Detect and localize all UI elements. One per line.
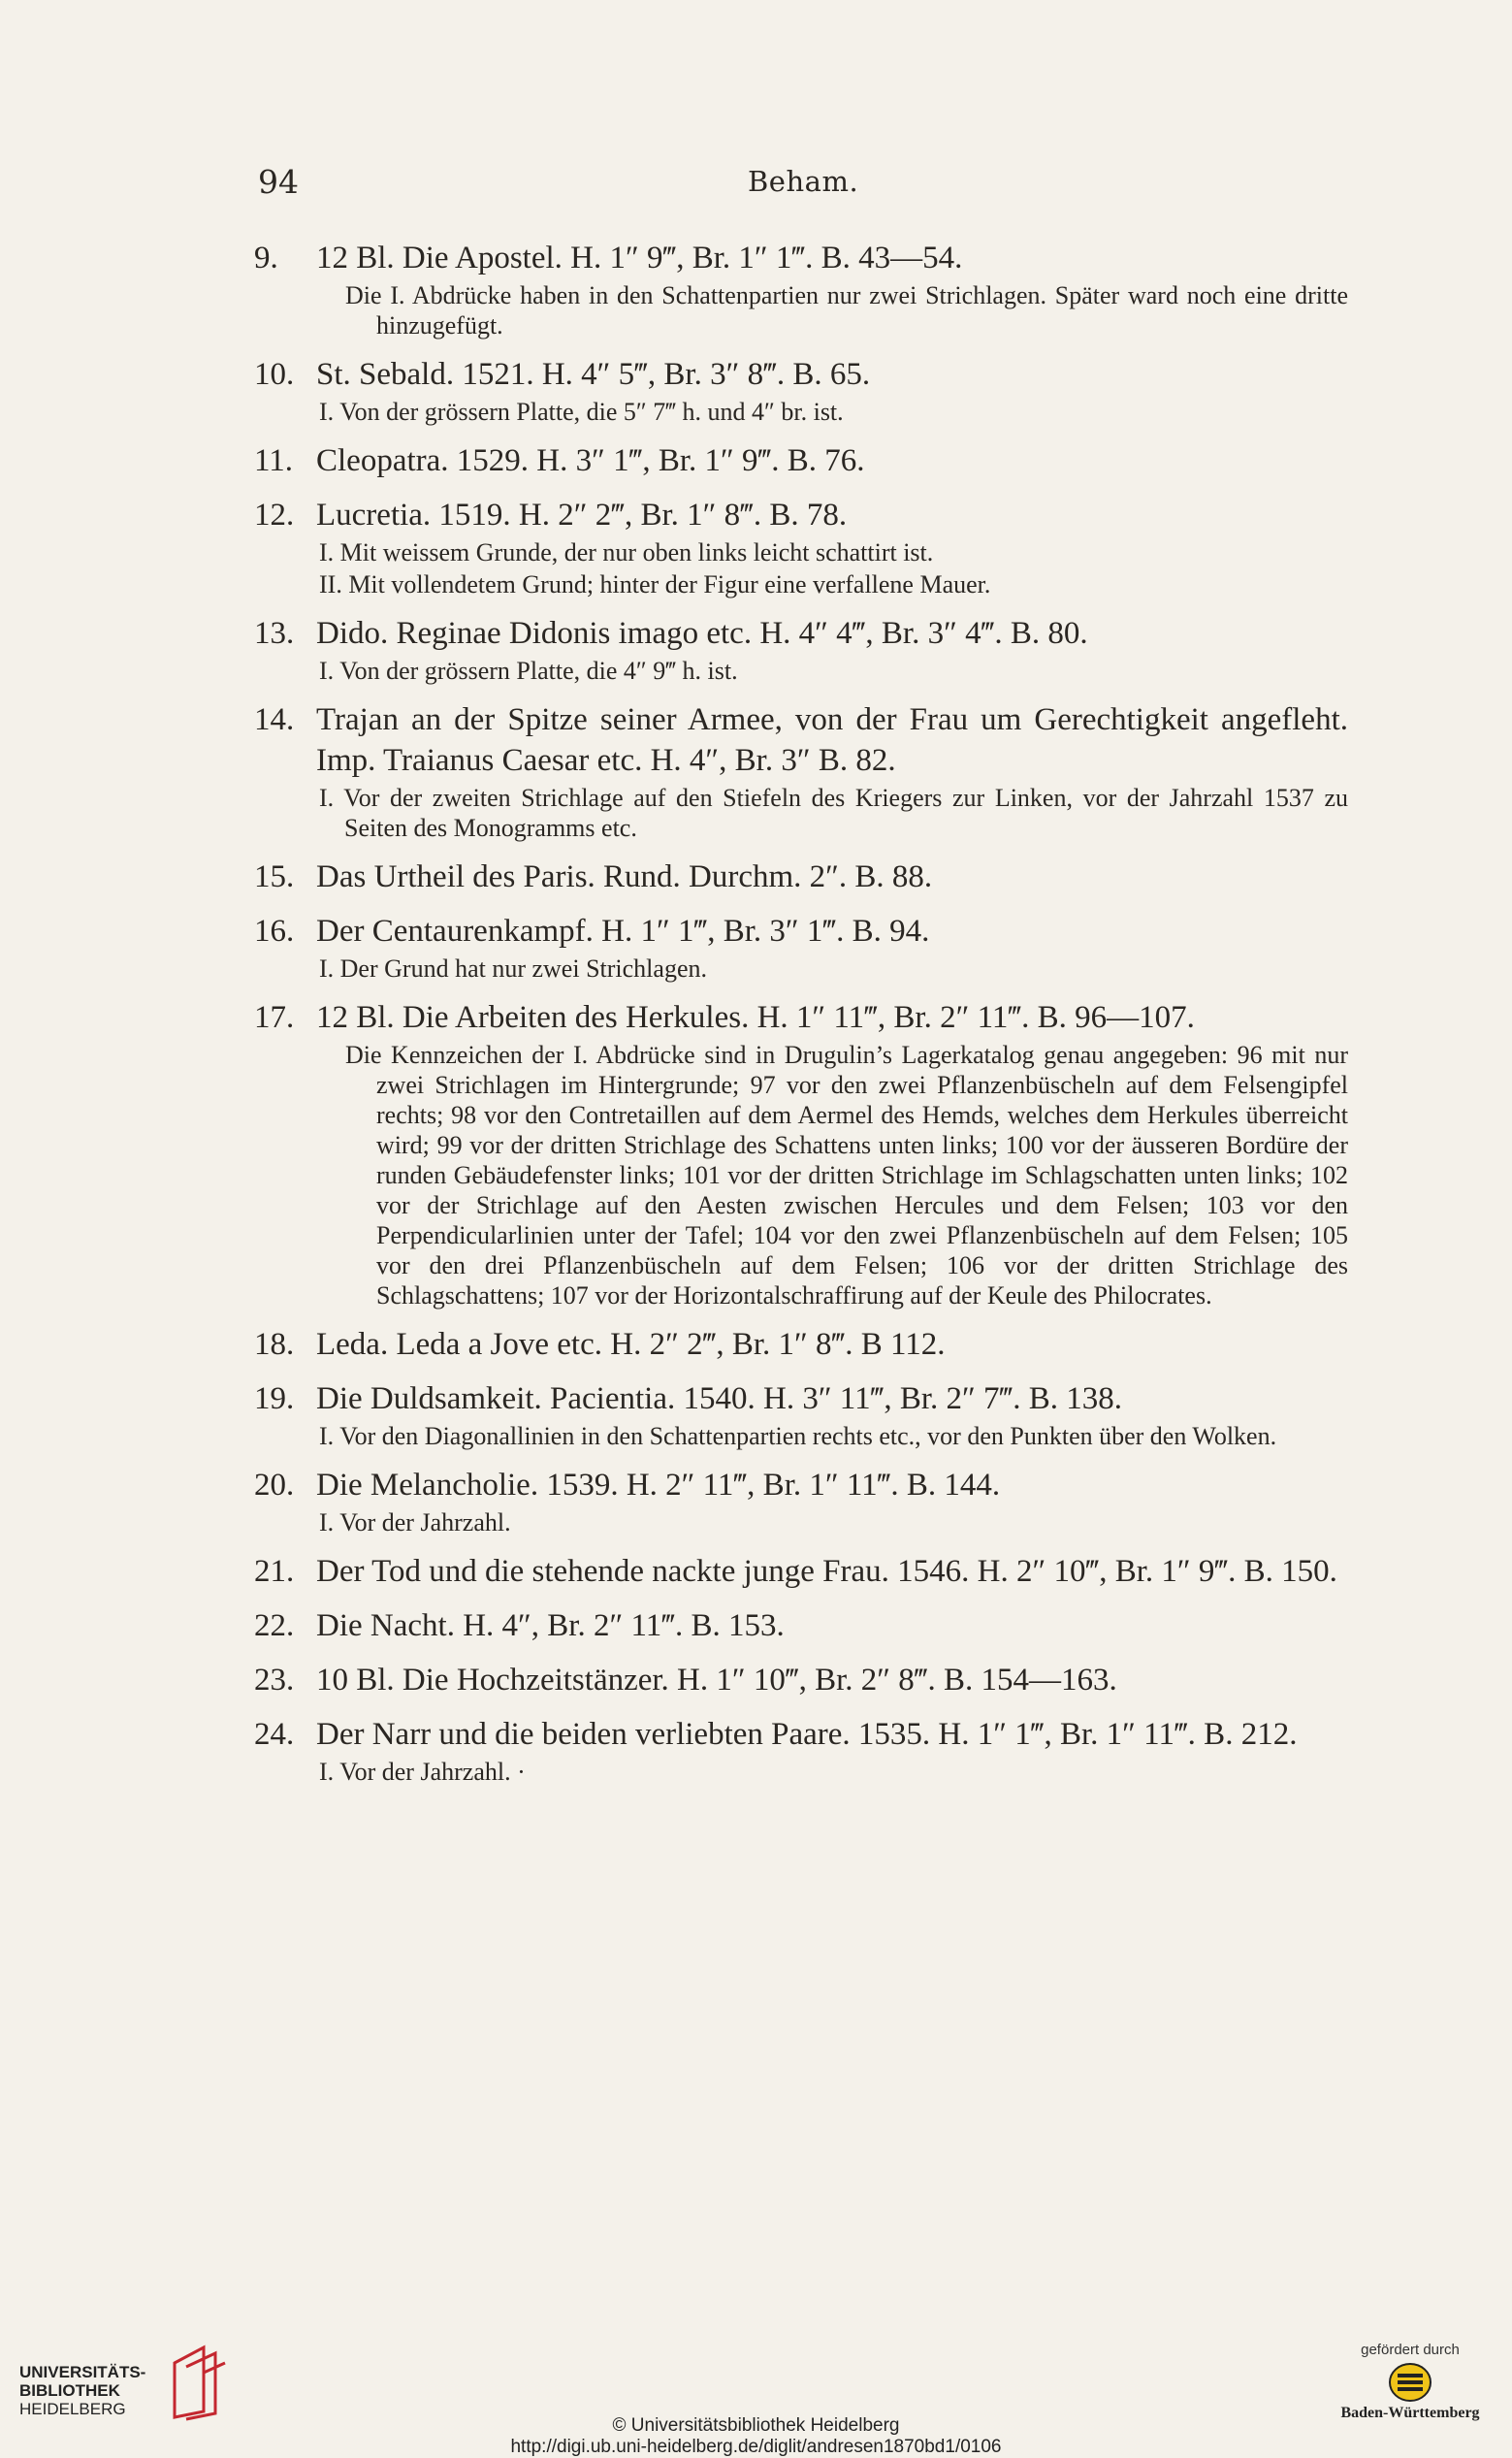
entry-main-line — [254, 440, 1348, 481]
entry-text: 12 Bl. Die Arbeiten des Herkules. H. 1″ 11‴, Br. 2″ 11‴. B. 96—107. — [316, 1000, 1195, 1035]
entry-number: 11. — [254, 443, 294, 478]
entry-number: 16. — [254, 914, 295, 949]
entry-text: Die Duldsamkeit. Pacientia. 1540. H. 3″ 11‴, Br. 2″ 7‴. B. 138. — [316, 1381, 1123, 1416]
entry-note: I. Vor der zweiten Strichlage auf den Stiefeln des Kriegers zur Linken, vor der Jahrzahl 1537 zu Seiten des Monogramms etc. — [319, 784, 1348, 842]
library-mark-icon — [165, 2344, 233, 2421]
entry-main-line — [254, 857, 1348, 897]
catalogue-entry — [254, 1378, 1348, 1451]
entry-spacer — [254, 1310, 1348, 1324]
entry-spacer — [254, 1787, 1348, 1800]
entry-note: I. Von der grössern Platte, die 5″ 7‴ h. und 4″ br. ist. — [319, 398, 844, 426]
entry-number: 10. — [254, 357, 295, 392]
catalogue-entry — [254, 1465, 1348, 1537]
catalogue-entry — [254, 613, 1348, 686]
sponsor-block — [1328, 2342, 1493, 2422]
catalogue-entry — [254, 1605, 1348, 1646]
catalogue-entry — [254, 1324, 1348, 1365]
library-name-line3: HEIDELBERG — [19, 2400, 126, 2418]
catalogue-entry — [254, 440, 1348, 481]
page-header — [258, 163, 1344, 211]
entry-number: 20. — [254, 1468, 295, 1503]
entry-number: 17. — [254, 1000, 295, 1035]
entry-number: 19. — [254, 1381, 295, 1416]
entry-main-line — [254, 1465, 1348, 1505]
catalogue-entry — [254, 997, 1348, 1310]
entry-main-line — [254, 1378, 1348, 1419]
entry-number: 22. — [254, 1608, 295, 1643]
copyright-notice: © Universitätsbibliothek Heidelberg — [612, 2415, 900, 2436]
entry-number: 23. — [254, 1663, 295, 1698]
entry-main-line — [254, 1660, 1348, 1700]
library-name-line2: BIBLIOTHEK — [19, 2381, 120, 2400]
entry-spacer — [254, 340, 1348, 354]
entry-main-line — [254, 238, 1348, 278]
entry-main-line — [254, 613, 1348, 654]
entry-main-line — [254, 699, 1348, 781]
entry-spacer — [254, 843, 1348, 857]
entry-number: 21. — [254, 1554, 295, 1589]
entry-main-line — [254, 495, 1348, 535]
entry-note: I. Von der grössern Platte, die 4″ 9‴ h. ist. — [319, 657, 738, 685]
entry-main-line — [254, 1714, 1348, 1755]
entry-note: I. Der Grund hat nur zwei Strichlagen. — [319, 954, 707, 983]
source-url[interactable]: http://digi.ub.uni-heidelberg.de/diglit/andresen1870bd1/0106 — [510, 2437, 1002, 2457]
entry-note: I. Vor der Jahrzahl. · — [319, 1758, 526, 1786]
entry-note: I. Vor den Diagonallinien in den Schattenpartien rechts etc., vor den Punkten über den Wolken. — [319, 1422, 1277, 1450]
entry-text: Der Tod und die stehende nackte junge Frau. 1546. H. 2″ 10‴, Br. 1″ 9‴. B. 150. — [316, 1554, 1337, 1589]
sponsor-label: gefördert durch — [1361, 2342, 1460, 2358]
entry-text: Das Urtheil des Paris. Rund. Durchm. 2″. B. 88. — [316, 859, 933, 894]
entry-text: Die Melancholie. 1539. H. 2″ 11‴, Br. 1″ 11‴. B. 144. — [316, 1468, 1001, 1503]
entry-note: I. Mit weissem Grunde, der nur oben links leicht schattirt ist. — [319, 538, 934, 566]
entry-spacer — [254, 897, 1348, 911]
catalogue-entry — [254, 1714, 1348, 1787]
entry-note: Die I. Abdrücke haben in den Schattenpartien nur zwei Strichlagen. Später ward noch eine dritte hinzugefügt. — [345, 281, 1348, 340]
entry-spacer — [254, 1365, 1348, 1378]
entry-spacer — [254, 481, 1348, 495]
entry-spacer — [254, 599, 1348, 613]
entry-text: St. Sebald. 1521. H. 4″ 5‴, Br. 3″ 8‴. B. 65. — [316, 357, 871, 392]
catalogue-entry — [254, 495, 1348, 599]
entry-spacer — [254, 1646, 1348, 1660]
entry-main-line — [254, 1551, 1348, 1592]
catalogue-entry — [254, 911, 1348, 984]
entry-spacer — [254, 427, 1348, 440]
entry-spacer — [254, 1592, 1348, 1605]
page-footer — [0, 2318, 1512, 2457]
entry-text: Dido. Reginae Didonis imago etc. H. 4″ 4‴, Br. 3″ 4‴. B. 80. — [316, 616, 1088, 651]
catalogue-entry — [254, 354, 1348, 427]
catalogue-entry — [254, 238, 1348, 340]
sponsor-name: Baden-Württemberg — [1340, 2405, 1480, 2421]
entry-spacer — [254, 984, 1348, 997]
entry-main-line — [254, 911, 1348, 952]
entry-text: Lucretia. 1519. H. 2″ 2‴, Br. 1″ 8‴. B. 78. — [316, 498, 848, 533]
entry-spacer — [254, 686, 1348, 699]
catalogue-entry — [254, 699, 1348, 843]
entry-text: Der Centaurenkampf. H. 1″ 1‴, Br. 3″ 1‴. B. 94. — [316, 914, 930, 949]
entry-main-line — [254, 1605, 1348, 1646]
entry-note: II. Mit vollendetem Grund; hinter der Figur eine verfallene Mauer. — [319, 570, 991, 598]
entry-number: 15. — [254, 859, 295, 894]
entry-text: Leda. Leda a Jove etc. H. 2″ 2‴, Br. 1″ 8‴. B 112. — [316, 1327, 946, 1362]
running-head: Beham. — [748, 165, 859, 198]
state-emblem-icon — [1388, 2362, 1432, 2403]
entry-text: Der Narr und die beiden verliebten Paare. 1535. H. 1″ 1‴, Br. 1″ 11‴. B. 212. — [316, 1717, 1298, 1752]
entry-spacer — [254, 1451, 1348, 1465]
entry-spacer — [254, 1700, 1348, 1714]
entry-main-line — [254, 354, 1348, 395]
entry-text: 12 Bl. Die Apostel. H. 1″ 9‴, Br. 1″ 1‴. B. 43—54. — [316, 241, 963, 275]
entry-number: 18. — [254, 1327, 295, 1362]
catalogue-entry — [254, 1660, 1348, 1700]
entry-note: Die Kennzeichen der I. Abdrücke sind in Drugulin’s Lagerkatalog genau angegeben: 96 mit nur zwei Strichlagen im Hintergrunde; 97 vor den zwei Pflanzenbüscheln auf dem Felsengipfel rechts; 98 vor den Contretaillen auf dem Aermel des Hemds, welches dem Herkules überreicht wird; 99 vor der dritten Strichlage des Schattens unten links; 100 vor der äusseren Bordüre der runden Gebäudefenster links; 101 vor der dritten Strichlage im Schlagschatten unten links; 102 vor der Strichlage auf den Aesten zwischen Hercules und dem Felsen; 103 vor den Perpendicularlinien unter der Tafel; 104 vor den zwei Pflanzenbüscheln auf dem Felsen; 105 vor den drei Pflanzenbüscheln auf dem Felsen; 106 vor der dritten Strichlage des Schlagschattens; 107 vor der Horizontalschraffirung auf der Keule des Philocrates. — [345, 1041, 1348, 1310]
catalogue-entries — [254, 238, 1348, 1800]
library-name-line1: UNIVERSITÄTS- — [19, 2363, 146, 2381]
entry-note: I. Vor der Jahrzahl. — [319, 1508, 511, 1536]
entry-number: 13. — [254, 616, 295, 651]
entry-text: 10 Bl. Die Hochzeitstänzer. H. 1″ 10‴, Br. 2″ 8‴. B. 154—163. — [316, 1663, 1117, 1698]
entry-number: 24. — [254, 1717, 295, 1752]
entry-text: Cleopatra. 1529. H. 3″ 1‴, Br. 1″ 9‴. B. 76. — [316, 443, 865, 478]
catalogue-entry — [254, 857, 1348, 897]
entry-spacer — [254, 1537, 1348, 1551]
entry-number: 12. — [254, 498, 295, 533]
entry-main-line — [254, 1324, 1348, 1365]
entry-text: Trajan an der Spitze seiner Armee, von der Frau um Gerechtigkeit angefleht. Imp. Traianus Caesar etc. H. 4″, Br. 3″ B. 82. — [316, 702, 1348, 778]
entry-number: 9. — [254, 241, 278, 275]
catalogue-entry — [254, 1551, 1348, 1592]
entry-number: 14. — [254, 702, 295, 737]
entry-text: Die Nacht. H. 4″, Br. 2″ 11‴. B. 153. — [316, 1608, 785, 1643]
entry-main-line — [254, 997, 1348, 1038]
page-number: 94 — [258, 163, 299, 201]
